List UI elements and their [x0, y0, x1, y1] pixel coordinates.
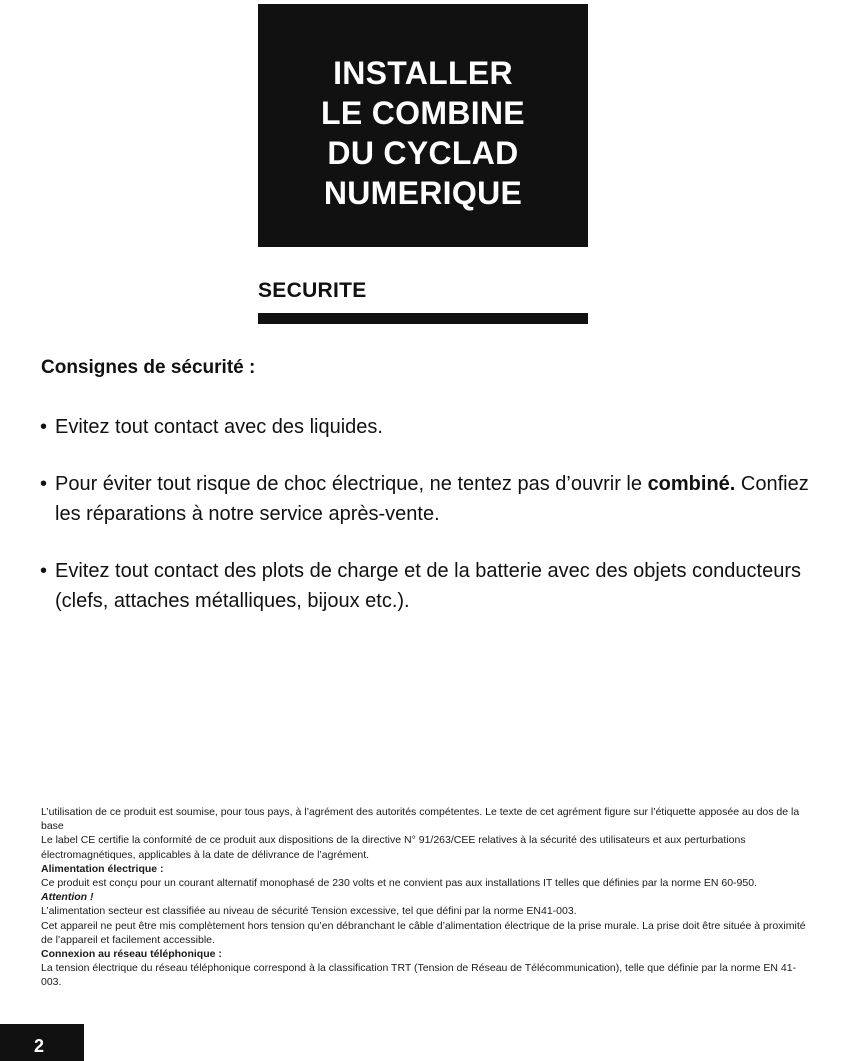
safety-heading: Consignes de sécurité :	[41, 357, 256, 378]
legal-paragraph: Ce produit est conçu pour un courant alternatif monophasé de 230 volts et ne convient pas aux installations IT telles que définies par la norme EN 60-950.	[41, 877, 757, 890]
list-item	[40, 412, 810, 442]
list-item-text: Evitez tout contact des plots de charge et de la batterie avec des objets conducteurs (clefs, attaches métalliques, bijoux etc.).	[55, 560, 802, 612]
bullet-icon: •	[40, 416, 48, 438]
chapter-title-line-1: INSTALLER	[333, 54, 513, 91]
list-item-text: Evitez tout contact avec des liquides.	[55, 416, 383, 438]
legal-paragraph: L’alimentation secteur est classifiée au niveau de sécurité Tension excessive, tel que défini par la norme EN41-003.	[41, 905, 577, 918]
page-number: 2	[0, 1024, 84, 1061]
legal-paragraph: Le label CE certifie la conformité de ce produit aux dispositions de la directive N° 91/263/CEE relatives à la sécurité des utilisateurs et aux perturbations électromagnétiques, applicables à la date de délivrance de l’agrément.	[41, 834, 746, 861]
legal-subheading: Connexion au réseau téléphonique :	[41, 948, 222, 961]
list-item-text-continued: Confiez les réparations à notre service après-vente.	[55, 473, 809, 525]
safety-list	[40, 412, 810, 616]
legal-subheading: Alimentation électrique :	[41, 862, 164, 875]
list-item	[40, 556, 810, 616]
legal-paragraph: Cet appareil ne peut être mis complètement hors tension qu’en débranchant le câble d’alimentation électrique de la prise murale. La prise doit être située à proximité de l’appareil et facilement accessible.	[41, 919, 806, 946]
legal-paragraph: La tension électrique du réseau téléphonique correspond à la classification TRT (Tension de Réseau de Télécommunication), telle que définie par la norme EN 41-003.	[41, 962, 797, 989]
list-item	[40, 469, 810, 529]
chapter-title-line-3: DU CYCLAD	[327, 134, 519, 171]
legal-notice	[41, 805, 811, 990]
legal-paragraph: L’utilisation de ce produit est soumise, pour tous pays, à l’agrément des autorités compétentes. Le texte de cet agrément figure sur l’étiquette apposée au dos de la base	[41, 806, 800, 833]
section-divider	[258, 313, 588, 324]
bullet-icon: •	[40, 473, 48, 495]
legal-subheading: Attention !	[41, 891, 94, 904]
list-item-bold-text: combiné.	[647, 473, 736, 495]
bullet-icon: •	[40, 560, 48, 582]
chapter-title-block	[258, 4, 588, 247]
chapter-title-line-4: NUMERIQUE	[323, 174, 523, 211]
chapter-title-line-2: LE COMBINE	[321, 94, 525, 131]
section-title: SECURITE	[258, 279, 367, 302]
list-item-text: Pour éviter tout risque de choc électrique, ne tentez pas d’ouvrir le	[55, 473, 648, 495]
